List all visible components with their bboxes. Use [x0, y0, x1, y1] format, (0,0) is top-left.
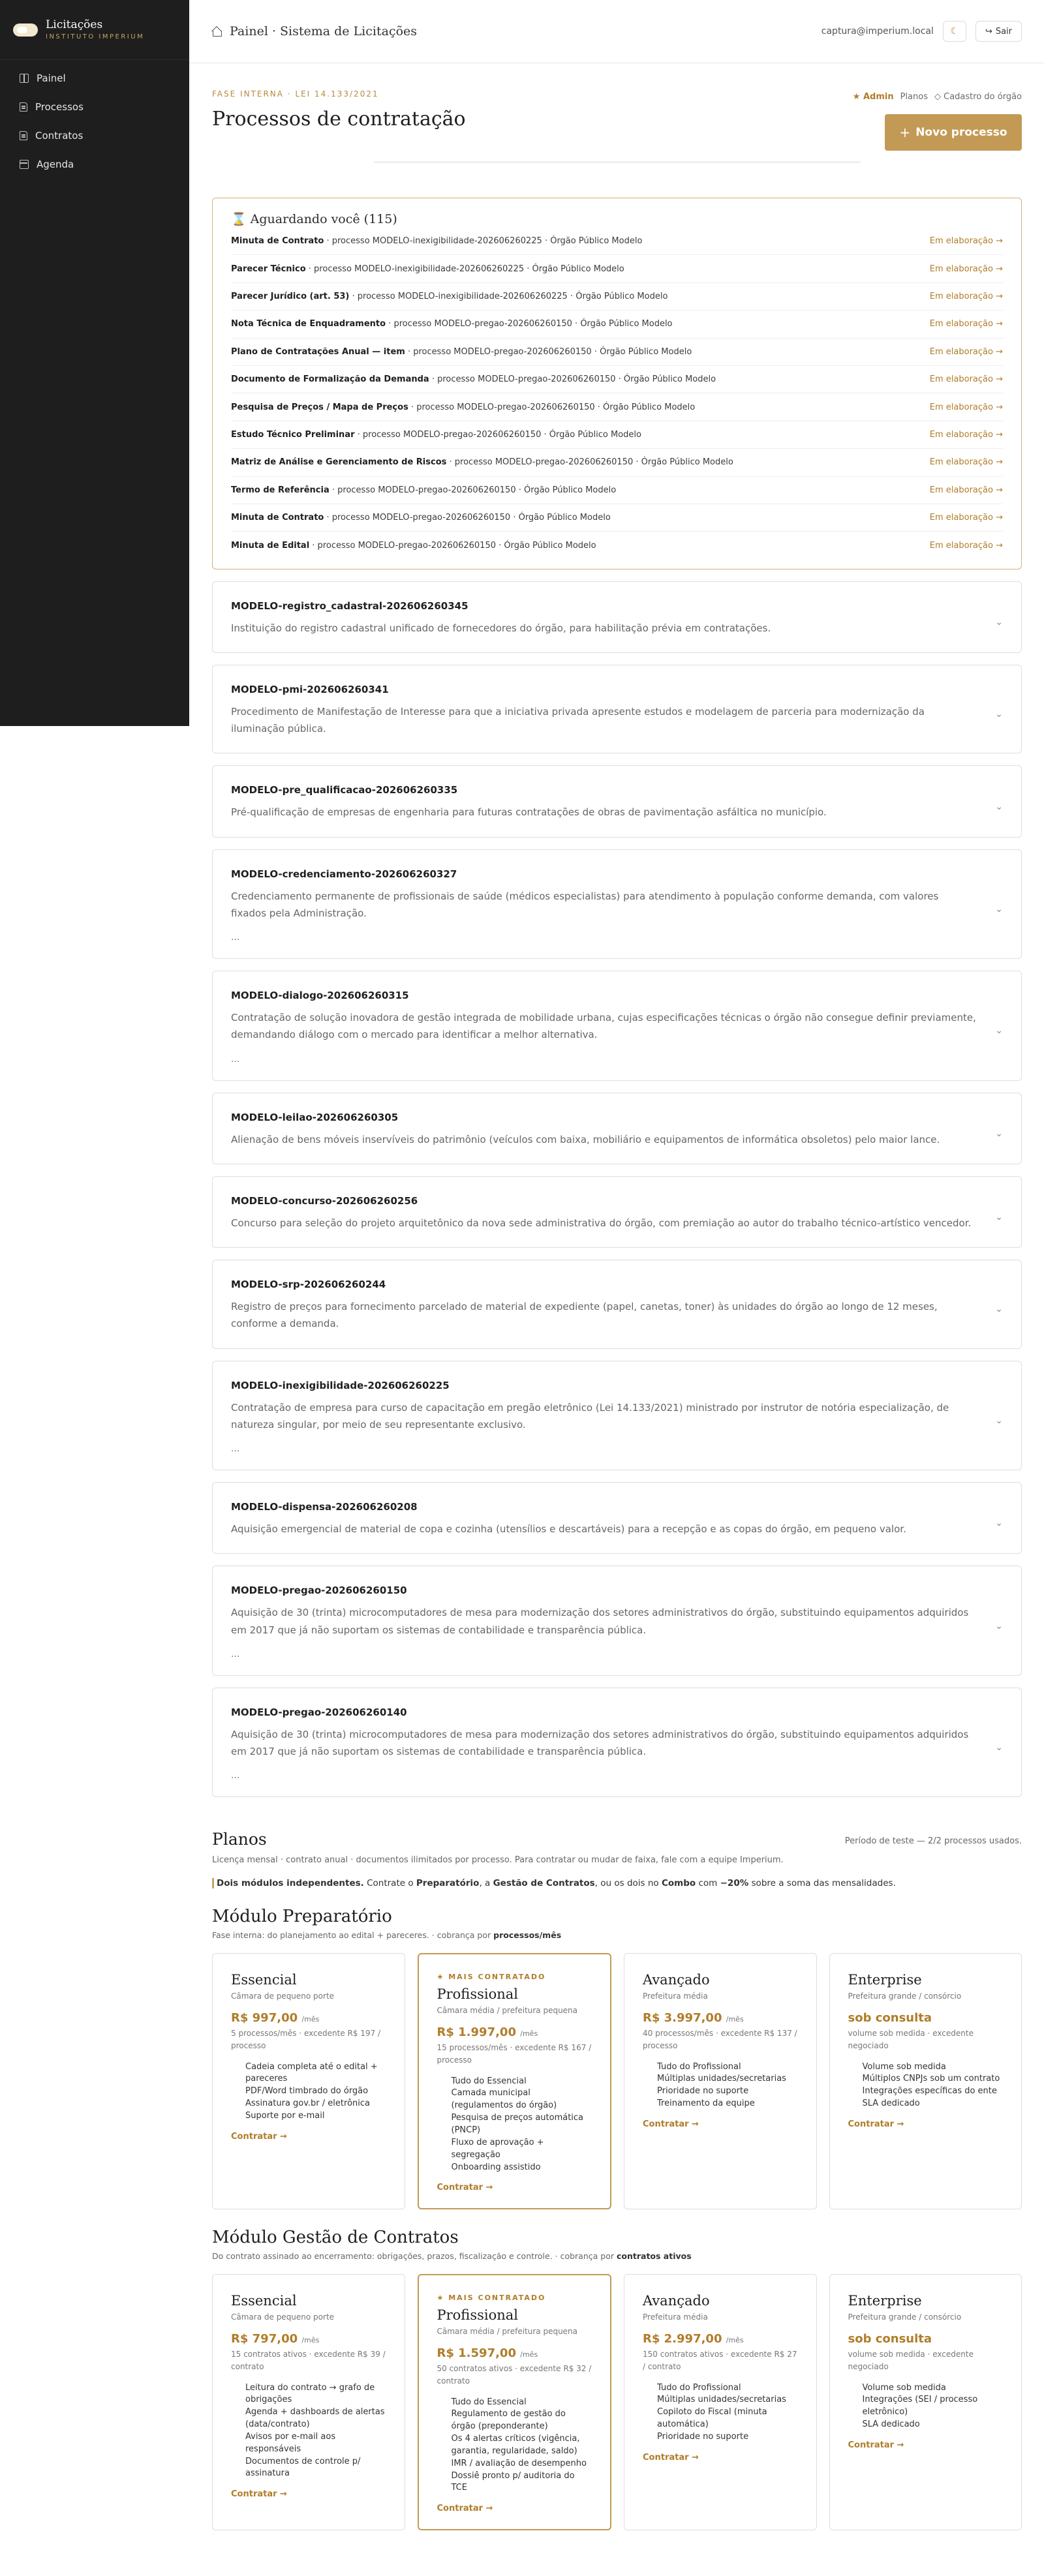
- waiting-row[interactable]: [231, 421, 1003, 449]
- plan-segment: Câmara média / prefeitura pequena: [437, 2327, 578, 2337]
- process-card[interactable]: [212, 665, 1022, 754]
- waiting-list: [231, 228, 1003, 560]
- sidebar-item-contratos[interactable]: [0, 121, 189, 150]
- process-expand-icon[interactable]: ⌄: [995, 1742, 1003, 1753]
- role-links: [853, 92, 1022, 102]
- planos-link[interactable]: Planos: [900, 92, 928, 102]
- plan-feature: Camada municipal (regulamentos do órgão): [451, 2088, 557, 2111]
- plan-price-unit: /mês: [520, 2029, 538, 2038]
- plan-features: [437, 2397, 592, 2495]
- page-breadcrumb: Painel · Sistema de Licitações: [230, 24, 418, 38]
- waiting-doc-info: · processo MODELO-pregao-202606260150 · Órgão Público Modelo: [329, 485, 617, 495]
- waiting-doc-info: · processo MODELO-pregao-202606260150 · Órgão Público Modelo: [354, 429, 641, 440]
- plan-feature: Fluxo de aprovação + segregação: [451, 2137, 544, 2160]
- plan-feature: Treinamento da equipe: [657, 2099, 755, 2109]
- process-title: MODELO-inexigibilidade-202606260225: [231, 1379, 450, 1391]
- plan-segment: Prefeitura grande / consórcio: [848, 2312, 962, 2322]
- calendar-icon: [20, 160, 29, 169]
- waiting-status-link[interactable]: Em elaboração →: [929, 319, 1003, 329]
- plan-price-unit: /mês: [301, 2336, 320, 2345]
- hourglass-icon: ⌛: [231, 212, 247, 226]
- logout-button[interactable]: [975, 21, 1022, 42]
- plan-feature: Dossiê pronto p/ auditoria do TCE: [451, 2470, 575, 2493]
- process-title: MODELO-pregao-202606260150: [231, 1584, 407, 1597]
- plan-feature: Múltiplas unidades/secretarias: [657, 2074, 786, 2084]
- waiting-doc-name: Parecer Jurídico (art. 53): [231, 291, 350, 301]
- plans-section: [212, 1830, 1022, 2530]
- waiting-row[interactable]: [231, 477, 1003, 504]
- topbar: [189, 0, 1044, 63]
- logout-icon: ↪: [985, 26, 992, 37]
- waiting-status-link[interactable]: Em elaboração →: [929, 429, 1003, 440]
- user-email: captura@imperium.local: [821, 26, 934, 37]
- process-expand-icon[interactable]: ⌄: [995, 1518, 1003, 1529]
- process-title: MODELO-credenciamento-202606260327: [231, 868, 457, 880]
- plan-feature: Suporte por e-mail: [245, 2111, 325, 2121]
- plan-feature: Tudo do Essencial: [451, 2397, 527, 2407]
- plan-name: Enterprise: [848, 2293, 922, 2309]
- plan-segment: Câmara de pequeno porte: [231, 2312, 335, 2322]
- plan-card: [418, 1953, 612, 2209]
- waiting-doc-name: Minuta de Contrato: [231, 236, 324, 247]
- plan-meta: volume sob medida · excedente negociado: [848, 2350, 974, 2371]
- waiting-status-link[interactable]: Em elaboração →: [929, 264, 1003, 274]
- waiting-row[interactable]: [231, 339, 1003, 366]
- process-expand-icon[interactable]: ⌄: [995, 1025, 1003, 1037]
- process-card[interactable]: [212, 1260, 1022, 1349]
- plan-price-unit: /mês: [726, 2015, 744, 2024]
- waiting-doc-name: Nota Técnica de Enquadramento: [231, 319, 386, 329]
- plan-price: R$ 1.997,00 /mês: [437, 2025, 538, 2040]
- plan-feature: Volume sob medida: [862, 2382, 946, 2393]
- waiting-doc-info: · processo MODELO-pregao-202606260150 · Órgão Público Modelo: [429, 374, 716, 385]
- plan-features: [437, 2076, 592, 2174]
- sidebar-item-label: Contratos: [35, 130, 84, 142]
- plan-card: [624, 2274, 817, 2530]
- waiting-doc-name: Pesquisa de Preços / Mapa de Preços: [231, 402, 408, 412]
- plan-features: [231, 2061, 386, 2123]
- plan-name: Avançado: [643, 1972, 710, 1988]
- waiting-row[interactable]: [231, 311, 1003, 338]
- new-process-button[interactable]: [885, 114, 1022, 151]
- process-expand-icon[interactable]: ⌄: [995, 709, 1003, 720]
- process-description: Contratação de solução inovadora de gestão integrada de mobilidade urbana, cujas especificações técnicas o órgão não consegue definir previamente, demandando diálogo com o mercado para identificar a melhor alternativa.: [231, 1012, 976, 1041]
- waiting-row[interactable]: [231, 255, 1003, 282]
- contract-plan-link[interactable]: Contratar →: [231, 2131, 287, 2142]
- process-card[interactable]: [212, 849, 1022, 960]
- waiting-status-link[interactable]: Em elaboração →: [929, 513, 1003, 523]
- waiting-row[interactable]: [231, 504, 1003, 532]
- plan-price: R$ 2.997,00 /mês: [643, 2332, 744, 2346]
- process-description: Credenciamento permanente de profissionais de saúde (médicos especialistas) para atendimento à população conforme demanda, com valores fixados pela Administração.: [231, 890, 939, 919]
- process-description: Aquisição de 30 (trinta) microcomputadores de mesa para modernização dos setores administrativos do órgão, substituindo equipamentos adquiridos em 2017 que já não suportam os sistemas de contabilidade e transparência pública.: [231, 1607, 969, 1636]
- waiting-title: ⌛ Aguardando você (115): [231, 211, 397, 226]
- plan-card: [212, 2274, 405, 2530]
- plan-module: [212, 1907, 1022, 2209]
- brand[interactable]: [0, 0, 189, 60]
- waiting-row[interactable]: [231, 366, 1003, 393]
- home-icon[interactable]: [211, 27, 222, 36]
- process-expand-icon[interactable]: ⌄: [995, 801, 1003, 812]
- waiting-doc-name: Minuta de Contrato: [231, 513, 324, 523]
- plan-meta: 15 processos/mês · excedente R$ 167 / processo: [437, 2043, 592, 2065]
- process-title: MODELO-leilao-202606260305: [231, 1111, 399, 1123]
- waiting-doc-name: Estudo Técnico Preliminar: [231, 429, 355, 440]
- plan-segment: Prefeitura grande / consórcio: [848, 1992, 962, 2001]
- plan-feature: Avisos por e-mail aos responsáveis: [245, 2431, 336, 2454]
- contract-plan-link[interactable]: Contratar →: [437, 2504, 493, 2514]
- process-card[interactable]: [212, 765, 1022, 837]
- process-description: Aquisição de 30 (trinta) microcomputadores de mesa para modernização dos setores administrativos do órgão, substituindo equipamentos adquiridos em 2017 que já não suportam os sistemas de contabilidade e transparência pública.: [231, 1728, 969, 1758]
- plan-feature: Integrações (SEI / processo eletrônico): [862, 2395, 978, 2417]
- contract-plan-link[interactable]: Contratar →: [437, 2183, 493, 2193]
- process-card[interactable]: [212, 1482, 1022, 1554]
- module-title: Módulo Preparatório: [212, 1907, 392, 1927]
- plan-cards: [212, 2274, 1022, 2530]
- process-title: MODELO-dialogo-202606260315: [231, 990, 409, 1002]
- plan-feature: SLA dedicado: [862, 2419, 920, 2430]
- waiting-status-link[interactable]: Em elaboração →: [929, 374, 1003, 385]
- featured-badge: ★ MAIS CONTRATADO: [437, 2294, 546, 2303]
- plan-meta: 5 processos/mês · excedente R$ 197 / processo: [231, 2029, 381, 2051]
- grid-icon: [20, 74, 29, 83]
- plans-title: Planos: [212, 1830, 267, 1849]
- process-description: Contratação de empresa para curso de capacitação em pregão eletrônico (Lei 14.133/2021) ministrado por instrutor de notória especialização, de natureza singular, por meio de seu representante exclusivo.: [231, 1401, 949, 1431]
- process-expand-icon[interactable]: ⌄: [995, 616, 1003, 628]
- sidebar-item-processos[interactable]: [0, 93, 189, 121]
- plan-price: sob consulta: [848, 2332, 932, 2346]
- sidebar-item-label: Painel: [37, 72, 66, 84]
- plan-feature: PDF/Word timbrado do órgão: [245, 2086, 369, 2097]
- process-title: MODELO-srp-202606260244: [231, 1279, 386, 1291]
- waiting-doc-info: · processo MODELO-inexigibilidade-202606260225 · Órgão Público Modelo: [305, 264, 624, 274]
- plan-name: Avançado: [643, 2293, 710, 2309]
- waiting-doc-info: · processo MODELO-pregao-202606260150 · Órgão Público Modelo: [405, 346, 692, 357]
- process-title: MODELO-dispensa-202606260208: [231, 1501, 418, 1513]
- plan-name: Essencial: [231, 2293, 297, 2309]
- plan-feature: Cadeia completa até o edital + pareceres: [245, 2061, 378, 2084]
- plan-price-unit: /mês: [726, 2336, 744, 2345]
- process-description: Alienação de bens móveis inservíveis do patrimônio (veículos com baixa, mobiliário e equipamentos de informática obsoletos) pelo maior lance.: [231, 1133, 940, 1145]
- main-content: [212, 63, 1022, 2530]
- process-card[interactable]: [212, 1361, 1022, 1471]
- plan-price-unit: /mês: [301, 2015, 320, 2024]
- waiting-status-link[interactable]: Em elaboração →: [929, 457, 1003, 468]
- waiting-doc-name: Plano de Contratações Anual — item: [231, 346, 405, 357]
- plan-feature: Tudo do Profissional: [657, 2382, 741, 2393]
- process-card[interactable]: [212, 1176, 1022, 1248]
- plan-price: sob consulta: [848, 2011, 932, 2025]
- document-icon: [20, 131, 27, 140]
- process-description: Aquisição emergencial de material de copa e cozinha (utensílios e descartáveis) para a recepção e as copas do órgão, em pequeno valor.: [231, 1523, 906, 1536]
- waiting-panel: [212, 198, 1022, 569]
- document-icon: [20, 102, 27, 112]
- waiting-doc-info: · processo MODELO-pregao-202606260150 · Órgão Público Modelo: [309, 540, 596, 551]
- plan-feature: Onboarding assistido: [451, 2162, 541, 2172]
- page-title: Processos de contratação: [212, 108, 466, 130]
- plan-card: [624, 1953, 817, 2209]
- process-more-indicator: ...: [231, 1770, 240, 1781]
- sidebar-item-painel[interactable]: [0, 64, 189, 93]
- contract-plan-link[interactable]: Contratar →: [643, 2119, 699, 2129]
- plan-feature: Tudo do Essencial: [451, 2076, 527, 2086]
- waiting-doc-name: Parecer Técnico: [231, 264, 306, 274]
- plan-card: [418, 2274, 612, 2530]
- plan-features: [643, 2061, 798, 2110]
- waiting-doc-name: Documento de Formalização da Demanda: [231, 374, 429, 385]
- new-process-label: Novo processo: [915, 126, 1007, 139]
- plan-feature: Prioridade no suporte: [657, 2086, 749, 2097]
- process-expand-icon[interactable]: ⌄: [995, 1128, 1003, 1139]
- plan-name: Essencial: [231, 1972, 297, 1988]
- featured-badge: ★ MAIS CONTRATADO: [437, 1973, 546, 1982]
- process-title: MODELO-registro_cadastral-202606260345: [231, 599, 468, 612]
- plan-features: [848, 2382, 1004, 2431]
- plan-feature: Copiloto do Fiscal (minuta automática): [657, 2407, 767, 2430]
- plan-card: [212, 1953, 405, 2209]
- waiting-status-link[interactable]: Em elaboração →: [929, 485, 1003, 495]
- process-description: Concurso para seleção do projeto arquitetônico da nova sede administrativa do órgão, com premiação ao autor do trabalho técnico-artístico vencedor.: [231, 1217, 972, 1229]
- plan-feature: Pesquisa de preços automática (PNCP): [451, 2113, 584, 2135]
- process-list: [212, 581, 1022, 1798]
- plan-name: Enterprise: [848, 1972, 922, 1988]
- process-description: Pré-qualificação de empresas de engenharia para futuras contratações de obras de pavimentação asfáltica no município.: [231, 806, 827, 819]
- process-expand-icon[interactable]: ⌄: [995, 1620, 1003, 1631]
- plan-feature: Integrações específicas do ente: [862, 2086, 997, 2097]
- plan-feature: Os 4 alertas críticos (vigência, garantia, regularidade, saldo): [451, 2434, 580, 2456]
- plan-price: R$ 997,00 /mês: [231, 2011, 320, 2025]
- plan-feature: Documentos de controle p/ assinatura: [245, 2456, 361, 2479]
- plus-icon: +: [899, 125, 911, 140]
- waiting-row[interactable]: [231, 532, 1003, 559]
- brand-logo-icon: [13, 23, 38, 37]
- plan-meta: volume sob medida · excedente negociado: [848, 2029, 974, 2051]
- process-expand-icon[interactable]: ⌄: [995, 1212, 1003, 1223]
- trial-status: Período de teste — 2/2 processos usados.: [844, 1836, 1022, 1847]
- sidebar-item-label: Agenda: [37, 159, 74, 170]
- waiting-row[interactable]: [231, 449, 1003, 476]
- waiting-doc-name: Matriz de Análise e Gerenciamento de Riscos: [231, 457, 447, 468]
- plan-price-unit: /mês: [520, 2350, 538, 2359]
- waiting-status-link[interactable]: Em elaboração →: [929, 540, 1003, 551]
- waiting-row[interactable]: [231, 283, 1003, 311]
- cadastro-link[interactable]: ◇ Cadastro do órgão: [934, 92, 1022, 102]
- plan-feature: SLA dedicado: [862, 2099, 920, 2109]
- waiting-status-link[interactable]: Em elaboração →: [929, 346, 1003, 357]
- plan-feature: IMR / avaliação de desempenho: [451, 2458, 587, 2468]
- contract-plan-link[interactable]: Contratar →: [848, 2440, 904, 2450]
- sidebar-item-label: Processos: [35, 101, 84, 113]
- plan-feature: Volume sob medida: [862, 2061, 946, 2072]
- waiting-status-link[interactable]: Em elaboração →: [929, 236, 1003, 247]
- plan-feature: Múltiplos CNPJs sob um contrato: [862, 2074, 1000, 2084]
- waiting-doc-name: Minuta de Edital: [231, 540, 310, 551]
- process-expand-icon[interactable]: ⌄: [995, 1415, 1003, 1426]
- contract-plan-link[interactable]: Contratar →: [848, 2119, 904, 2129]
- module-subtitle: Fase interna: do planejamento ao edital + pareceres. · cobrança por processos/mês: [212, 1930, 562, 1941]
- plan-segment: Câmara média / prefeitura pequena: [437, 2006, 578, 2016]
- plans-subtitle: Licença mensal · contrato anual · documentos ilimitados por processo. Para contratar ou mudar de faixa, fale com a equipe Imperium.: [212, 1855, 784, 1866]
- sidebar-nav: [0, 60, 189, 179]
- brand-title: Licitações: [46, 18, 103, 32]
- process-card[interactable]: [212, 581, 1022, 653]
- process-title: MODELO-pmi-202606260341: [231, 683, 389, 695]
- plan-feature: Prioridade no suporte: [657, 2431, 749, 2442]
- process-more-indicator: ...: [231, 1053, 240, 1065]
- moon-icon: ☾: [950, 26, 959, 37]
- plan-price: R$ 797,00 /mês: [231, 2332, 320, 2346]
- waiting-doc-info: · processo MODELO-inexigibilidade-202606260225 · Órgão Público Modelo: [324, 236, 643, 247]
- waiting-doc-info: · processo MODELO-pregao-202606260150 · Órgão Público Modelo: [324, 513, 611, 523]
- sidebar: [0, 0, 189, 726]
- plan-feature: Leitura do contrato → grafo de obrigações: [245, 2382, 375, 2405]
- waiting-doc-info: · processo MODELO-pregao-202606260150 · Órgão Público Modelo: [386, 319, 673, 329]
- process-card[interactable]: [212, 971, 1022, 1081]
- module-subtitle: Do contrato assinado ao encerramento: obrigações, prazos, fiscalização e controle. · cobrança por contratos ativos: [212, 2251, 692, 2262]
- plan-features: [643, 2382, 798, 2444]
- waiting-doc-info: · processo MODELO-pregao-202606260150 · Órgão Público Modelo: [446, 457, 733, 468]
- plan-feature: Regulamento de gestão do órgão (preponderante): [451, 2409, 566, 2432]
- waiting-row[interactable]: [231, 393, 1003, 421]
- plan-card: [829, 2274, 1022, 2530]
- plan-module: [212, 2228, 1022, 2530]
- process-expand-icon[interactable]: ⌄: [995, 1304, 1003, 1315]
- page-header: [212, 89, 1022, 140]
- waiting-status-link[interactable]: Em elaboração →: [929, 291, 1003, 301]
- plan-segment: Câmara de pequeno porte: [231, 1992, 335, 2001]
- process-card[interactable]: [212, 1093, 1022, 1164]
- process-description: Registro de preços para fornecimento parcelado de material de expediente (papel, canetas, toner) às unidades do órgão ao longo de 12 meses, conforme a demanda.: [231, 1301, 938, 1330]
- module-title: Módulo Gestão de Contratos: [212, 2228, 459, 2248]
- waiting-doc-info: · processo MODELO-pregao-202606260150 · Órgão Público Modelo: [408, 402, 696, 412]
- plan-card: [829, 1953, 1022, 2209]
- waiting-doc-info: · processo MODELO-inexigibilidade-202606260225 · Órgão Público Modelo: [349, 291, 668, 301]
- process-description: Procedimento de Manifestação de Interesse para que a iniciativa privada apresente estudos e modelagem de parceria para modernização da iluminação pública.: [231, 705, 925, 735]
- admin-link[interactable]: ★ Admin: [852, 92, 894, 102]
- plan-price: R$ 3.997,00 /mês: [643, 2011, 744, 2025]
- plan-meta: 40 processos/mês · excedente R$ 137 / processo: [643, 2029, 797, 2051]
- plan-meta: 15 contratos ativos · excedente R$ 39 / contrato: [231, 2350, 386, 2371]
- plan-meta: 150 contratos ativos · excedente R$ 27 / contrato: [643, 2350, 797, 2371]
- process-card[interactable]: [212, 1688, 1022, 1798]
- process-card[interactable]: [212, 1566, 1022, 1676]
- plan-meta: 50 contratos ativos · excedente R$ 32 / contrato: [437, 2364, 592, 2386]
- process-expand-icon[interactable]: ⌄: [995, 903, 1003, 915]
- brand-subtitle: INSTITUTO IMPERIUM: [46, 33, 145, 40]
- waiting-row[interactable]: [231, 228, 1003, 255]
- waiting-doc-name: Termo de Referência: [231, 485, 330, 495]
- plan-feature: Agenda + dashboards de alertas (data/contrato): [245, 2407, 385, 2430]
- waiting-status-link[interactable]: Em elaboração →: [929, 402, 1003, 412]
- process-description: Instituição do registro cadastral unificado de fornecedores do órgão, para habilitação prévia em contratações.: [231, 622, 771, 634]
- modules-note: Dois módulos independentes. Contrate o Preparatório, a Gestão de Contratos, ou os dois no Combo com −20% sobre a soma das mensalidades.: [212, 1878, 1022, 1888]
- contract-plan-link[interactable]: Contratar →: [231, 2489, 287, 2500]
- plan-feature: Múltiplas unidades/secretarias: [657, 2395, 786, 2405]
- plan-modules: [212, 1907, 1022, 2530]
- plan-name: Profissional: [437, 2307, 518, 2324]
- plan-cards: [212, 1953, 1022, 2209]
- plan-feature: Tudo do Profissional: [657, 2061, 741, 2072]
- plan-feature: Assinatura gov.br / eletrônica: [245, 2099, 370, 2109]
- process-more-indicator: ...: [231, 932, 240, 943]
- logout-label: Sair: [995, 26, 1012, 37]
- phase-label: FASE INTERNA · LEI 14.133/2021: [212, 89, 379, 98]
- plan-features: [848, 2061, 1004, 2110]
- plan-price: R$ 1.597,00 /mês: [437, 2346, 538, 2361]
- process-title: MODELO-concurso-202606260256: [231, 1194, 418, 1207]
- process-more-indicator: ...: [231, 1444, 240, 1455]
- plan-features: [231, 2382, 386, 2481]
- process-more-indicator: ...: [231, 1648, 240, 1659]
- plan-name: Profissional: [437, 1986, 518, 2003]
- contract-plan-link[interactable]: Contratar →: [643, 2452, 699, 2462]
- process-title: MODELO-pre_qualificacao-202606260335: [231, 784, 458, 796]
- sidebar-item-agenda[interactable]: [0, 150, 189, 179]
- theme-toggle-button[interactable]: [943, 21, 966, 42]
- process-title: MODELO-pregao-202606260140: [231, 1706, 407, 1718]
- plan-segment: Prefeitura média: [643, 1992, 708, 2001]
- plan-segment: Prefeitura média: [643, 2312, 708, 2322]
